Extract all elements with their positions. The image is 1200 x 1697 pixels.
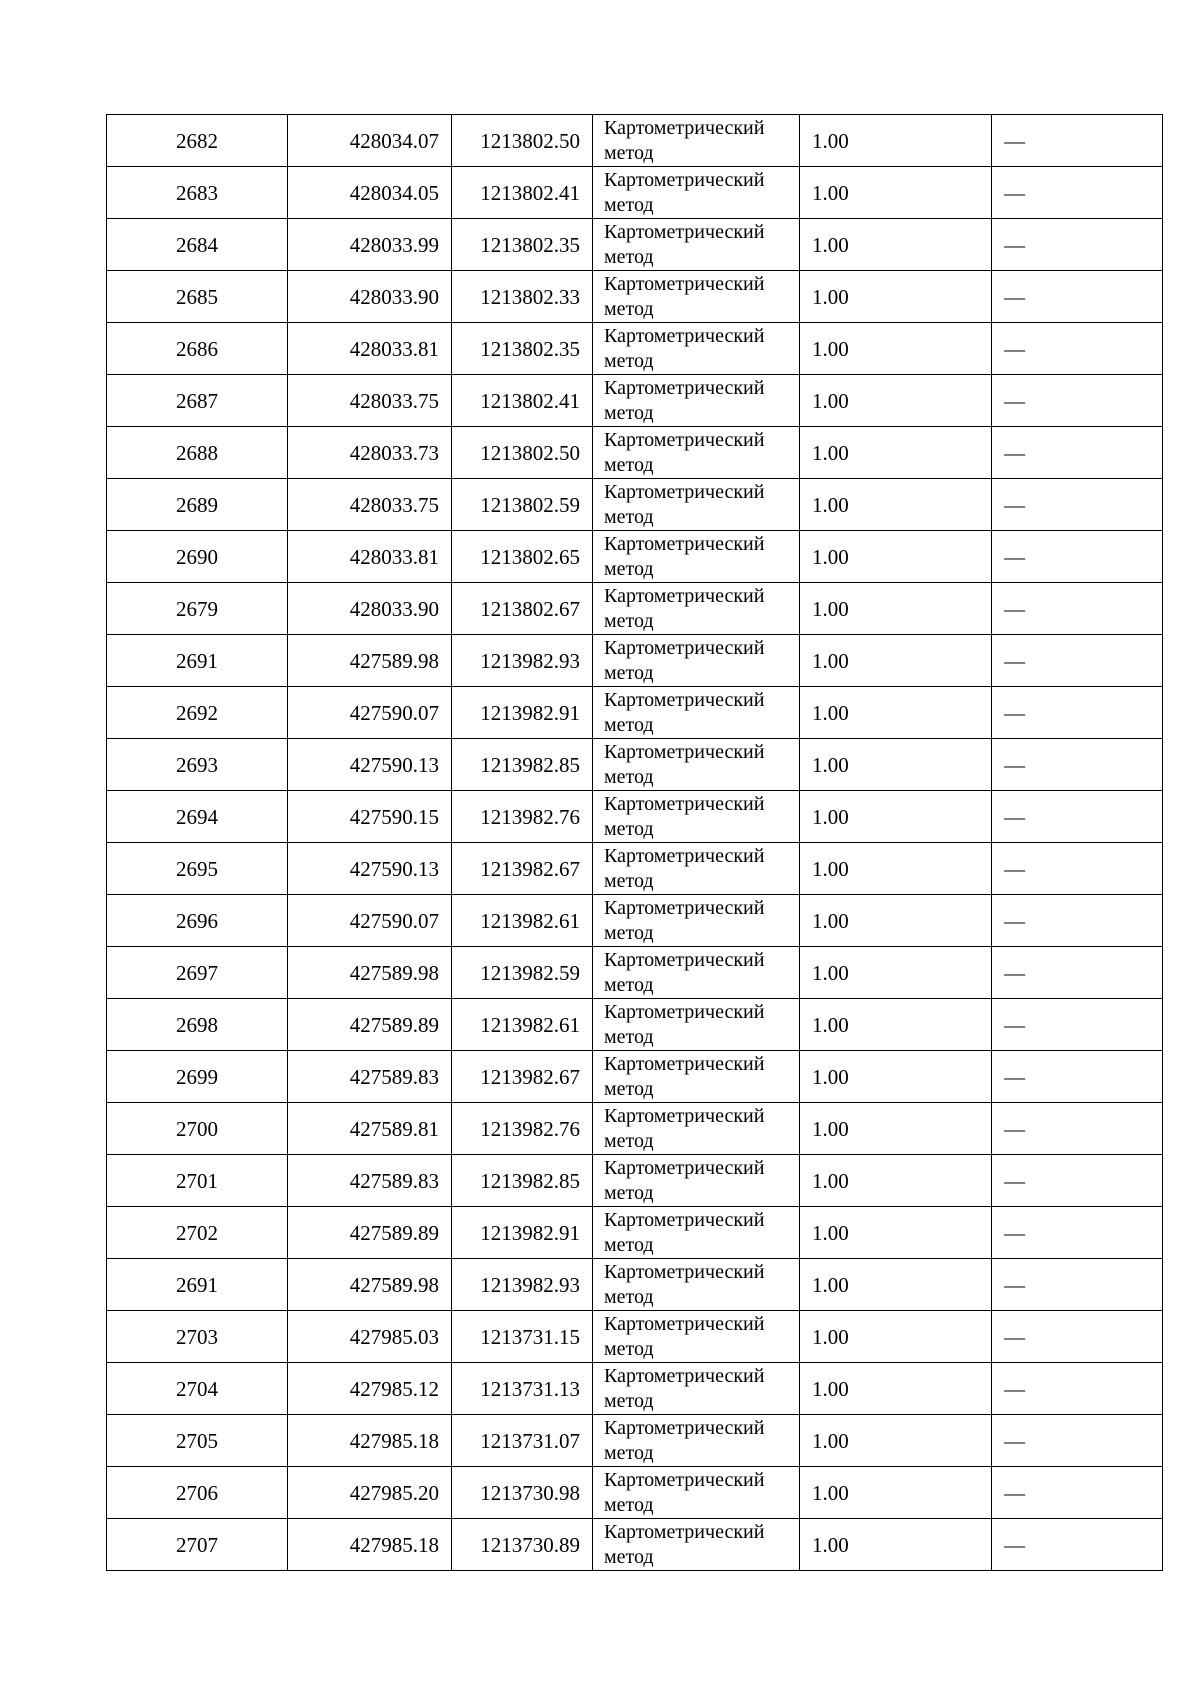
y-coordinate-cell: 1213982.85 [452, 1155, 593, 1207]
method-line-1: Картометрический [604, 221, 765, 243]
description-cell: — [992, 427, 1163, 479]
point-number-cell: 2696 [107, 895, 288, 947]
table-row [107, 791, 1163, 843]
point-number-cell: 2693 [107, 739, 288, 791]
method-line-1: Картометрический [604, 1157, 765, 1179]
point-number-cell: 2697 [107, 947, 288, 999]
description-cell: — [992, 947, 1163, 999]
method-line-1: Картометрический [604, 429, 765, 451]
method-line-2: метод [604, 1390, 654, 1412]
method-cell [593, 1051, 800, 1103]
method-cell [593, 479, 800, 531]
x-coordinate-cell: 428033.99 [288, 219, 452, 271]
table-row [107, 739, 1163, 791]
method-line-1: Картометрический [604, 1261, 765, 1283]
method-cell [593, 1467, 800, 1519]
method-line-2: метод [604, 142, 654, 164]
method-line-1: Картометрический [604, 741, 765, 763]
method-cell [593, 791, 800, 843]
table-row [107, 843, 1163, 895]
description-cell: — [992, 1207, 1163, 1259]
method-line-1: Картометрический [604, 377, 765, 399]
method-line-2: метод [604, 350, 654, 372]
method-line-2: метод [604, 922, 654, 944]
y-coordinate-cell: 1213802.33 [452, 271, 593, 323]
description-cell: — [992, 1467, 1163, 1519]
x-coordinate-cell: 427985.12 [288, 1363, 452, 1415]
y-coordinate-cell: 1213982.76 [452, 1103, 593, 1155]
point-number-cell: 2686 [107, 323, 288, 375]
description-cell: — [992, 1363, 1163, 1415]
accuracy-cell: 1.00 [800, 583, 992, 635]
y-coordinate-cell: 1213802.35 [452, 323, 593, 375]
method-line-2: метод [604, 246, 654, 268]
y-coordinate-cell: 1213982.67 [452, 1051, 593, 1103]
method-cell [593, 1363, 800, 1415]
point-number-cell: 2684 [107, 219, 288, 271]
accuracy-cell: 1.00 [800, 687, 992, 739]
method-line-2: метод [604, 1130, 654, 1152]
description-cell: — [992, 1519, 1163, 1571]
x-coordinate-cell: 427589.83 [288, 1051, 452, 1103]
y-coordinate-cell: 1213731.07 [452, 1415, 593, 1467]
y-coordinate-cell: 1213802.65 [452, 531, 593, 583]
x-coordinate-cell: 428034.05 [288, 167, 452, 219]
y-coordinate-cell: 1213802.67 [452, 583, 593, 635]
table-row [107, 635, 1163, 687]
method-cell [593, 531, 800, 583]
point-number-cell: 2702 [107, 1207, 288, 1259]
method-line-2: метод [604, 818, 654, 840]
y-coordinate-cell: 1213802.59 [452, 479, 593, 531]
table-row [107, 1519, 1163, 1571]
point-number-cell: 2683 [107, 167, 288, 219]
y-coordinate-cell: 1213982.91 [452, 1207, 593, 1259]
y-coordinate-cell: 1213802.35 [452, 219, 593, 271]
y-coordinate-cell: 1213982.85 [452, 739, 593, 791]
y-coordinate-cell: 1213982.93 [452, 1259, 593, 1311]
accuracy-cell: 1.00 [800, 271, 992, 323]
accuracy-cell: 1.00 [800, 1415, 992, 1467]
accuracy-cell: 1.00 [800, 1363, 992, 1415]
accuracy-cell: 1.00 [800, 999, 992, 1051]
y-coordinate-cell: 1213730.98 [452, 1467, 593, 1519]
method-line-2: метод [604, 870, 654, 892]
description-cell: — [992, 1311, 1163, 1363]
method-line-1: Картометрический [604, 273, 765, 295]
accuracy-cell: 1.00 [800, 375, 992, 427]
x-coordinate-cell: 427589.98 [288, 947, 452, 999]
point-number-cell: 2700 [107, 1103, 288, 1155]
method-cell [593, 895, 800, 947]
accuracy-cell: 1.00 [800, 167, 992, 219]
method-line-1: Картометрический [604, 689, 765, 711]
method-line-2: метод [604, 1442, 654, 1464]
table-row [107, 427, 1163, 479]
method-cell [593, 1415, 800, 1467]
x-coordinate-cell: 427589.89 [288, 999, 452, 1051]
method-line-1: Картометрический [604, 637, 765, 659]
method-line-2: метод [604, 298, 654, 320]
method-line-2: метод [604, 1234, 654, 1256]
point-number-cell: 2691 [107, 635, 288, 687]
method-cell [593, 375, 800, 427]
x-coordinate-cell: 427590.07 [288, 687, 452, 739]
table-row [107, 1051, 1163, 1103]
description-cell: — [992, 687, 1163, 739]
method-cell [593, 1207, 800, 1259]
y-coordinate-cell: 1213982.76 [452, 791, 593, 843]
description-cell: — [992, 999, 1163, 1051]
description-cell: — [992, 271, 1163, 323]
method-cell [593, 635, 800, 687]
table-row [107, 531, 1163, 583]
description-cell: — [992, 843, 1163, 895]
x-coordinate-cell: 428033.90 [288, 583, 452, 635]
method-cell [593, 1519, 800, 1571]
table-row [107, 687, 1163, 739]
y-coordinate-cell: 1213982.67 [452, 843, 593, 895]
method-line-1: Картометрический [604, 793, 765, 815]
accuracy-cell: 1.00 [800, 635, 992, 687]
point-number-cell: 2679 [107, 583, 288, 635]
point-number-cell: 2687 [107, 375, 288, 427]
point-number-cell: 2689 [107, 479, 288, 531]
method-line-2: метод [604, 1078, 654, 1100]
method-line-1: Картометрический [604, 1001, 765, 1023]
table-row [107, 1415, 1163, 1467]
accuracy-cell: 1.00 [800, 1311, 992, 1363]
accuracy-cell: 1.00 [800, 895, 992, 947]
x-coordinate-cell: 427985.20 [288, 1467, 452, 1519]
y-coordinate-cell: 1213982.61 [452, 895, 593, 947]
table-row [107, 167, 1163, 219]
method-line-2: метод [604, 662, 654, 684]
method-line-2: метод [604, 558, 654, 580]
table-row [107, 1207, 1163, 1259]
point-number-cell: 2698 [107, 999, 288, 1051]
accuracy-cell: 1.00 [800, 1155, 992, 1207]
x-coordinate-cell: 428033.75 [288, 375, 452, 427]
table-row [107, 1311, 1163, 1363]
x-coordinate-cell: 427985.03 [288, 1311, 452, 1363]
description-cell: — [992, 1415, 1163, 1467]
description-cell: — [992, 323, 1163, 375]
method-line-2: метод [604, 974, 654, 996]
y-coordinate-cell: 1213802.50 [452, 115, 593, 167]
method-line-2: метод [604, 1026, 654, 1048]
method-line-1: Картометрический [604, 117, 765, 139]
table-row [107, 1363, 1163, 1415]
point-number-cell: 2705 [107, 1415, 288, 1467]
method-line-2: метод [604, 454, 654, 476]
point-number-cell: 2703 [107, 1311, 288, 1363]
method-cell [593, 1103, 800, 1155]
description-cell: — [992, 1155, 1163, 1207]
x-coordinate-cell: 428033.81 [288, 531, 452, 583]
point-number-cell: 2691 [107, 1259, 288, 1311]
method-cell [593, 427, 800, 479]
method-line-1: Картометрический [604, 1469, 765, 1491]
table-row [107, 947, 1163, 999]
point-number-cell: 2690 [107, 531, 288, 583]
method-line-1: Картометрический [604, 533, 765, 555]
method-cell [593, 1259, 800, 1311]
x-coordinate-cell: 428034.07 [288, 115, 452, 167]
x-coordinate-cell: 427985.18 [288, 1519, 452, 1571]
coordinates-table [106, 114, 1163, 1571]
method-line-2: метод [604, 1338, 654, 1360]
method-cell [593, 739, 800, 791]
point-number-cell: 2699 [107, 1051, 288, 1103]
point-number-cell: 2695 [107, 843, 288, 895]
method-line-2: метод [604, 1182, 654, 1204]
point-number-cell: 2682 [107, 115, 288, 167]
x-coordinate-cell: 427985.18 [288, 1415, 452, 1467]
accuracy-cell: 1.00 [800, 427, 992, 479]
x-coordinate-cell: 427590.13 [288, 739, 452, 791]
accuracy-cell: 1.00 [800, 1207, 992, 1259]
method-line-1: Картометрический [604, 1365, 765, 1387]
method-cell [593, 1311, 800, 1363]
x-coordinate-cell: 428033.75 [288, 479, 452, 531]
accuracy-cell: 1.00 [800, 531, 992, 583]
description-cell: — [992, 635, 1163, 687]
method-line-1: Картометрический [604, 1105, 765, 1127]
method-line-2: метод [604, 766, 654, 788]
accuracy-cell: 1.00 [800, 1467, 992, 1519]
method-cell [593, 167, 800, 219]
table-row [107, 583, 1163, 635]
table-row [107, 323, 1163, 375]
point-number-cell: 2707 [107, 1519, 288, 1571]
method-line-1: Картометрический [604, 897, 765, 919]
method-line-1: Картометрический [604, 325, 765, 347]
accuracy-cell: 1.00 [800, 739, 992, 791]
point-number-cell: 2688 [107, 427, 288, 479]
x-coordinate-cell: 428033.81 [288, 323, 452, 375]
y-coordinate-cell: 1213802.41 [452, 167, 593, 219]
x-coordinate-cell: 427589.89 [288, 1207, 452, 1259]
method-cell [593, 323, 800, 375]
table-row [107, 271, 1163, 323]
method-line-1: Картометрический [604, 1313, 765, 1335]
x-coordinate-cell: 427590.13 [288, 843, 452, 895]
y-coordinate-cell: 1213731.13 [452, 1363, 593, 1415]
description-cell: — [992, 219, 1163, 271]
accuracy-cell: 1.00 [800, 323, 992, 375]
method-line-2: метод [604, 610, 654, 632]
description-cell: — [992, 167, 1163, 219]
method-cell [593, 115, 800, 167]
point-number-cell: 2692 [107, 687, 288, 739]
method-cell [593, 271, 800, 323]
method-line-2: метод [604, 1494, 654, 1516]
method-line-2: метод [604, 194, 654, 216]
method-line-1: Картометрический [604, 1053, 765, 1075]
method-cell [593, 583, 800, 635]
method-line-1: Картометрический [604, 1209, 765, 1231]
method-line-2: метод [604, 1286, 654, 1308]
accuracy-cell: 1.00 [800, 219, 992, 271]
point-number-cell: 2704 [107, 1363, 288, 1415]
y-coordinate-cell: 1213802.41 [452, 375, 593, 427]
table-row [107, 375, 1163, 427]
x-coordinate-cell: 427589.98 [288, 635, 452, 687]
method-line-2: метод [604, 402, 654, 424]
accuracy-cell: 1.00 [800, 1259, 992, 1311]
method-cell [593, 947, 800, 999]
description-cell: — [992, 531, 1163, 583]
method-cell [593, 843, 800, 895]
method-cell [593, 687, 800, 739]
method-cell [593, 219, 800, 271]
x-coordinate-cell: 427589.81 [288, 1103, 452, 1155]
method-line-1: Картометрический [604, 585, 765, 607]
table-row [107, 1259, 1163, 1311]
description-cell: — [992, 479, 1163, 531]
table-row [107, 999, 1163, 1051]
x-coordinate-cell: 427590.07 [288, 895, 452, 947]
method-line-1: Картометрический [604, 1521, 765, 1543]
x-coordinate-cell: 427590.15 [288, 791, 452, 843]
accuracy-cell: 1.00 [800, 1051, 992, 1103]
accuracy-cell: 1.00 [800, 1103, 992, 1155]
method-line-2: метод [604, 1546, 654, 1568]
table-row [107, 219, 1163, 271]
description-cell: — [992, 1259, 1163, 1311]
description-cell: — [992, 739, 1163, 791]
method-line-1: Картометрический [604, 949, 765, 971]
description-cell: — [992, 791, 1163, 843]
method-cell [593, 999, 800, 1051]
y-coordinate-cell: 1213982.61 [452, 999, 593, 1051]
accuracy-cell: 1.00 [800, 791, 992, 843]
point-number-cell: 2694 [107, 791, 288, 843]
point-number-cell: 2685 [107, 271, 288, 323]
point-number-cell: 2706 [107, 1467, 288, 1519]
method-line-2: метод [604, 714, 654, 736]
method-line-2: метод [604, 506, 654, 528]
x-coordinate-cell: 427589.98 [288, 1259, 452, 1311]
point-number-cell: 2701 [107, 1155, 288, 1207]
method-line-1: Картометрический [604, 1417, 765, 1439]
accuracy-cell: 1.00 [800, 115, 992, 167]
table-body [107, 115, 1163, 1571]
table-row [107, 1467, 1163, 1519]
description-cell: — [992, 1103, 1163, 1155]
y-coordinate-cell: 1213731.15 [452, 1311, 593, 1363]
table-row [107, 895, 1163, 947]
accuracy-cell: 1.00 [800, 843, 992, 895]
accuracy-cell: 1.00 [800, 947, 992, 999]
description-cell: — [992, 1051, 1163, 1103]
x-coordinate-cell: 427589.83 [288, 1155, 452, 1207]
table-row [107, 479, 1163, 531]
table-row [107, 1155, 1163, 1207]
y-coordinate-cell: 1213982.93 [452, 635, 593, 687]
description-cell: — [992, 895, 1163, 947]
description-cell: — [992, 375, 1163, 427]
method-line-1: Картометрический [604, 169, 765, 191]
x-coordinate-cell: 428033.90 [288, 271, 452, 323]
x-coordinate-cell: 428033.73 [288, 427, 452, 479]
y-coordinate-cell: 1213802.50 [452, 427, 593, 479]
y-coordinate-cell: 1213982.91 [452, 687, 593, 739]
method-line-1: Картометрический [604, 481, 765, 503]
y-coordinate-cell: 1213982.59 [452, 947, 593, 999]
method-line-1: Картометрический [604, 845, 765, 867]
table-row [107, 115, 1163, 167]
description-cell: — [992, 115, 1163, 167]
accuracy-cell: 1.00 [800, 479, 992, 531]
y-coordinate-cell: 1213730.89 [452, 1519, 593, 1571]
description-cell: — [992, 583, 1163, 635]
accuracy-cell: 1.00 [800, 1519, 992, 1571]
method-cell [593, 1155, 800, 1207]
table-row [107, 1103, 1163, 1155]
